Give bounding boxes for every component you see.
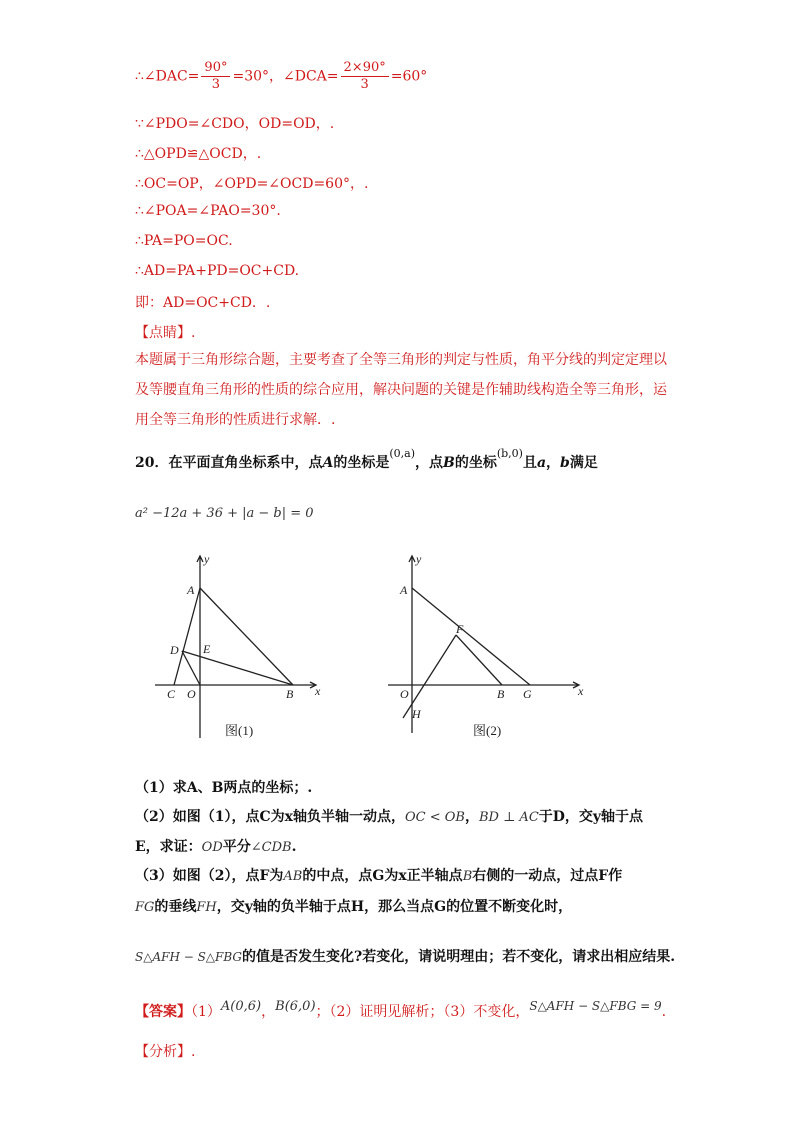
variable: b	[560, 455, 570, 471]
text: ，点	[415, 455, 443, 471]
math-inline: B	[462, 869, 473, 884]
fig1-label-A: A	[187, 583, 195, 597]
figure-2-labels	[399, 552, 584, 738]
text: （2）如图（1），点C为x轴负半轴一动点，	[135, 809, 405, 825]
math-inline: A(0,6)	[220, 999, 262, 1014]
variable: a	[536, 455, 547, 471]
text: 的中点，点G为x正半轴点	[302, 868, 463, 884]
text: ；（2）证明见解析；（3）不变化，	[315, 1004, 530, 1020]
question-2-line-2	[135, 836, 296, 856]
fig2-label-O: O	[400, 687, 409, 701]
fig2-label-A: A	[400, 583, 408, 597]
question-3-line-2	[135, 896, 572, 916]
math-inline: S△AFH − S△FBG	[135, 950, 242, 964]
text: ，	[546, 455, 561, 471]
fig2-label-x: x	[578, 684, 584, 698]
fraction	[201, 60, 230, 93]
fig2-label-G: G	[523, 687, 532, 701]
math-inline: (0,a)	[389, 447, 415, 460]
text: .	[291, 839, 297, 855]
math-inline: B(6,0)	[275, 999, 316, 1014]
text: E，求证：	[135, 839, 202, 855]
text: .	[661, 1004, 667, 1020]
text: 平分	[222, 839, 251, 855]
fig1-label-E: E	[203, 642, 211, 656]
figure-1	[155, 556, 316, 738]
text: 且	[522, 455, 537, 471]
text: 的值是否发生变化?若变化，请说明理由；若不变化，请求出相应结果.	[242, 949, 676, 965]
solution-line-5: ∴∠POA=∠PAO=30°.	[135, 203, 281, 219]
fig1-label-D: D	[170, 643, 179, 657]
question-1: （1）求A、B两点的坐标；.	[135, 780, 313, 796]
math-inline: FG	[135, 900, 155, 915]
text: 的垂线	[154, 899, 197, 915]
fig2-segment-AG	[412, 588, 530, 685]
equation: a² −12a + 36 + |a − b| = 0	[135, 506, 314, 521]
fig1-caption: 图(1)	[225, 723, 254, 738]
answer-line	[135, 1001, 666, 1021]
solution-line-1	[135, 60, 427, 93]
solution-line-7: ∴AD=PA+PD=OC+CD.	[135, 263, 300, 279]
fig2-label-y: y	[416, 552, 422, 566]
fig1-segment-AC	[174, 588, 200, 685]
text: ，	[261, 1004, 276, 1020]
point-label: A	[322, 455, 334, 471]
solution-line-3: ∴△OPD≌△OCD，.	[135, 146, 262, 162]
text: 20．在平面直角坐标系中，点	[135, 455, 323, 471]
geometry-figures	[150, 548, 590, 748]
figure-1-labels	[167, 552, 321, 738]
math-inline: (b,0)	[496, 447, 523, 460]
fig2-label-H: H	[412, 707, 421, 721]
text: 满足	[569, 455, 598, 471]
fig1-label-C: C	[167, 687, 176, 701]
fraction-numerator: 2×90°	[341, 60, 389, 77]
solution-line-6: ∴PA=PO=OC.	[135, 233, 233, 249]
question-3-line-3	[135, 946, 675, 966]
text: =60°	[390, 68, 428, 85]
math-inline: OD	[201, 840, 223, 855]
fig1-label-x: x	[315, 684, 321, 698]
fig2-caption: 图(2)	[473, 723, 502, 738]
math-inline: FH	[196, 900, 217, 915]
text: =30°，∠DCA=	[232, 68, 339, 85]
solution-line-8: 即：AD=OC+CD．.	[135, 295, 271, 311]
text: （3）如图（2），点F为	[135, 868, 284, 884]
question-3-line-1	[135, 865, 622, 885]
text: ∴∠DAC=	[135, 68, 200, 85]
fraction-numerator: 90°	[201, 60, 230, 77]
solution-line-4: ∴OC=OP，∠OPD=∠OCD=60°，.	[135, 176, 369, 192]
problem-stem	[135, 447, 598, 472]
text: 的坐标是	[333, 455, 390, 471]
solution-line-2: ∵∠PDO=∠CDO，OD=OD，.	[135, 116, 335, 132]
text: ，	[464, 809, 479, 825]
fraction-denominator: 3	[211, 77, 221, 92]
fraction	[341, 60, 389, 93]
text: 的坐标	[454, 455, 497, 471]
answer-label: 【答案】	[135, 1004, 191, 1020]
text: 于D，交y轴于点	[538, 809, 644, 825]
math-inline: AB	[283, 869, 303, 884]
math-inline: OC < OB	[404, 810, 465, 825]
question-2-line-1	[135, 806, 643, 826]
fig2-segment-FH	[403, 635, 456, 718]
fig2-label-B: B	[497, 687, 505, 701]
math-inline: BD ⊥ AC	[478, 810, 539, 825]
fraction-denominator: 3	[360, 77, 369, 92]
analysis-heading: 【分析】.	[135, 1044, 196, 1060]
fig1-label-y: y	[204, 552, 210, 566]
dianjing-heading: 【点睛】.	[135, 325, 196, 341]
text: 右侧的一动点，过点F作	[472, 868, 623, 884]
fig2-label-F: F	[456, 622, 464, 636]
text: ，交y轴的负半轴于点H，那么当点G的位置不断变化时，	[216, 899, 573, 915]
fig1-label-O: O	[187, 687, 196, 701]
fig1-label-B: B	[286, 687, 294, 701]
comment-paragraph: 本题属于三角形综合题，主要考查了全等三角形的判定与性质，角平分线的判定定理以及等腰直角三角形的性质的综合应用，解决问题的关键是作辅助线构造全等三角形，运用全等三角形的性质进行求解．.	[135, 352, 667, 428]
math-inline: S△AFH − S△FBG = 9	[529, 999, 662, 1013]
text: （1）	[191, 1004, 221, 1020]
point-label: B	[443, 455, 455, 471]
math-inline: ∠CDB	[250, 840, 292, 855]
